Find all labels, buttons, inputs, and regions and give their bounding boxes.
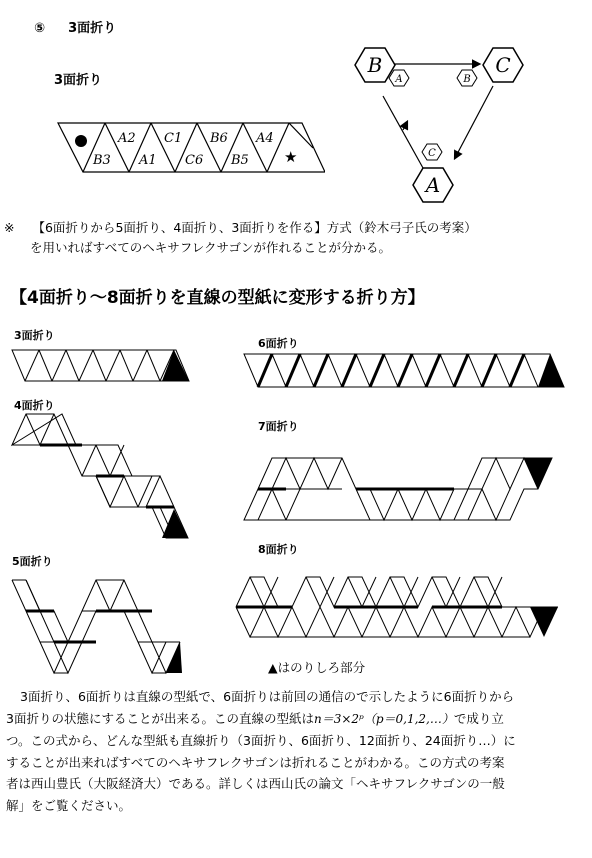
strip-label-bottom-2: C6 [185, 153, 204, 168]
pattern-5-face [10, 578, 190, 680]
para-line-6: 解」をご覧ください。 [6, 797, 132, 813]
section-title: 3面折り [68, 21, 117, 36]
section-number: ⑤ [34, 21, 46, 36]
label-3-face: 3面折り [14, 329, 55, 342]
para-line-1: 3面折り、6面折りは直線の型紙で、6面折りは前回の通信ので示したように6面折りから [20, 689, 515, 704]
strip-label-top-3: B6 [210, 131, 228, 146]
para-line-5: 者は西山豊氏（大阪経済大）である。詳しくは西山氏の論文「ヘキサフレクサゴンの一般 [6, 776, 505, 791]
para-line-3: つ。この式から、どんな型紙も直線折り（3面折り、6面折り、12面折り、24面折り…）に [6, 733, 516, 748]
label-6-face: 6面折り [258, 337, 299, 350]
main-heading: 【4面折り～8面折りを直線の型紙に変形する折り方】 [10, 288, 425, 308]
glue-tab-icon [162, 350, 189, 381]
hex-small-b: B [463, 74, 471, 85]
pattern-7-face [242, 452, 567, 522]
cycle-diagram [345, 40, 530, 205]
hex-large-b: B [367, 53, 383, 77]
glue-tab-icon [530, 607, 558, 637]
note-block [4, 218, 590, 258]
glue-tab-icon [524, 458, 552, 489]
para-line-2a: 3面折りの状態にすることが出来る。この直線の型紙は [6, 710, 314, 726]
pattern-8-face [234, 575, 564, 641]
hex-small-a: A [395, 74, 403, 85]
glue-tab-icon [162, 509, 188, 538]
pattern-4-face [10, 412, 195, 547]
hex-small-c: C [428, 148, 436, 159]
pattern-3-face [10, 348, 190, 383]
label-5-face: 5面折り [12, 555, 53, 568]
pattern-6-face [242, 352, 567, 390]
subtitle: 3面折り [54, 73, 103, 88]
label-4-face: 4面折り [14, 399, 55, 412]
label-8-face: 8面折り [258, 543, 299, 556]
hex-large-a: A [425, 173, 441, 197]
dot-mark-icon [75, 135, 87, 147]
strip-label-bottom-3: B5 [231, 153, 249, 168]
star-mark-icon: ★ [284, 148, 298, 166]
formula: n＝3×2ᵖ（p＝0,1,2,…） [313, 711, 454, 726]
three-face-strip [55, 122, 325, 174]
glue-tab-icon [538, 354, 564, 387]
hex-large-c: C [495, 53, 511, 77]
glue-legend: ▲はのりしろ部分 [268, 660, 366, 675]
strip-label-top-2: C1 [164, 131, 183, 146]
note-line-2: を用いればすべてのヘキサフレクサゴンが作れることが分かる。 [30, 240, 392, 255]
strip-label-bottom-0: B3 [93, 153, 111, 168]
strip-label-top-1: A2 [118, 131, 136, 146]
para-line-2b: で成り立 [453, 710, 504, 726]
note-line-1: 【6面折りから5面折り、4面折り、3面折りを作る】方式（鈴木弓子氏の考案） [32, 220, 477, 235]
glue-tab-icon [166, 642, 182, 673]
strip-label-bottom-1: A1 [139, 153, 157, 168]
strip-label-top-4: A4 [256, 131, 274, 146]
note-mark: ※ [4, 220, 15, 235]
explanation-paragraph [6, 686, 586, 816]
para-line-4: することが出来ればすべてのヘキサフレクサゴンは折れることがわかる。この方式の考案 [6, 754, 505, 770]
label-7-face: 7面折り [258, 420, 299, 433]
